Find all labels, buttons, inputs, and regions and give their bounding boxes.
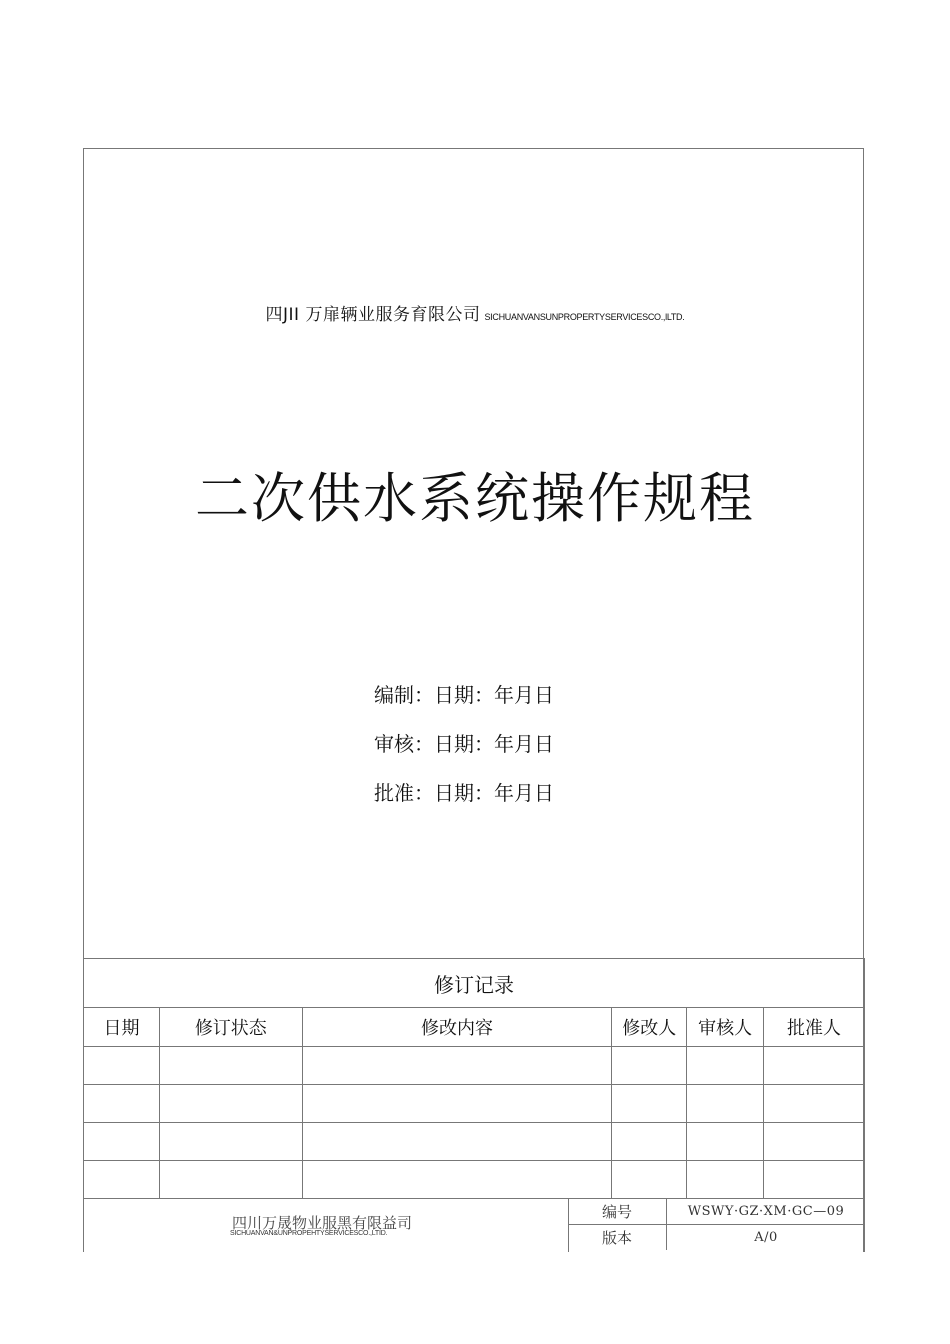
table-cell — [687, 1161, 764, 1199]
table-cell — [302, 1047, 612, 1085]
table-row — [84, 1085, 865, 1123]
footer-code-row — [568, 1199, 865, 1225]
company-name-cn: 四JII 万扉辆业服务育限公司 — [265, 305, 481, 325]
table-cell — [84, 1123, 160, 1161]
company-name-en: SICHUANVANSUNPROPERTYSERVICESCO.,lLTD. — [484, 312, 685, 322]
table-cell — [84, 1085, 160, 1123]
table-cell — [764, 1123, 865, 1161]
table-cell — [159, 1161, 302, 1199]
table-cell — [612, 1161, 687, 1199]
column-header: 审核人 — [687, 1008, 764, 1047]
footer-company-cn: 四川万晟物业服黑有限益司 — [232, 1214, 413, 1232]
table-cell — [612, 1123, 687, 1161]
table-cell — [687, 1123, 764, 1161]
table-cell — [159, 1123, 302, 1161]
table-row — [84, 1047, 865, 1085]
company-header — [0, 300, 950, 325]
table-cell — [612, 1047, 687, 1085]
table-row — [84, 1123, 865, 1161]
table-cell — [84, 1161, 160, 1199]
column-header: 日期 — [84, 1008, 160, 1047]
table-cell — [159, 1085, 302, 1123]
table-cell — [764, 1085, 865, 1123]
table-cell — [302, 1085, 612, 1123]
table-cell — [764, 1047, 865, 1085]
version-label: 版本 — [601, 1229, 632, 1247]
table-cell — [687, 1047, 764, 1085]
table-cell — [159, 1047, 302, 1085]
footer-meta-table — [568, 1199, 865, 1250]
column-header: 修订状态 — [159, 1008, 302, 1047]
code-value: WSWY·GZ·XM·GC—09 — [667, 1199, 866, 1225]
column-header: 修改内容 — [302, 1008, 612, 1047]
signoff-approve: 批准：日期：年月日 — [374, 781, 554, 805]
document-title: 二次供水系统操作规程 — [195, 467, 755, 530]
page-footer — [83, 1199, 865, 1252]
signoff-compile: 编制：日期：年月日 — [374, 683, 554, 707]
table-cell — [84, 1047, 160, 1085]
table-row — [84, 1161, 865, 1199]
column-header: 批准人 — [764, 1008, 865, 1047]
table-cell — [302, 1123, 612, 1161]
column-header: 修改人 — [612, 1008, 687, 1047]
table-cell — [302, 1161, 612, 1199]
revision-header-row — [84, 1008, 865, 1047]
table-cell — [612, 1085, 687, 1123]
footer-company-en: SICHUANVAN&UNPROPEHTYSERVICESCO.,LTID. — [230, 1230, 388, 1237]
version-value: A/0 — [667, 1225, 866, 1251]
table-cell — [687, 1085, 764, 1123]
signoff-review: 审核：日期：年月日 — [374, 732, 554, 756]
revision-record-caption: 修订记录 — [84, 959, 865, 1008]
revision-record-table — [83, 958, 865, 1199]
table-cell — [764, 1161, 865, 1199]
footer-version-row — [568, 1225, 865, 1251]
code-label: 编号 — [568, 1199, 667, 1225]
footer-company-block — [84, 1199, 569, 1252]
